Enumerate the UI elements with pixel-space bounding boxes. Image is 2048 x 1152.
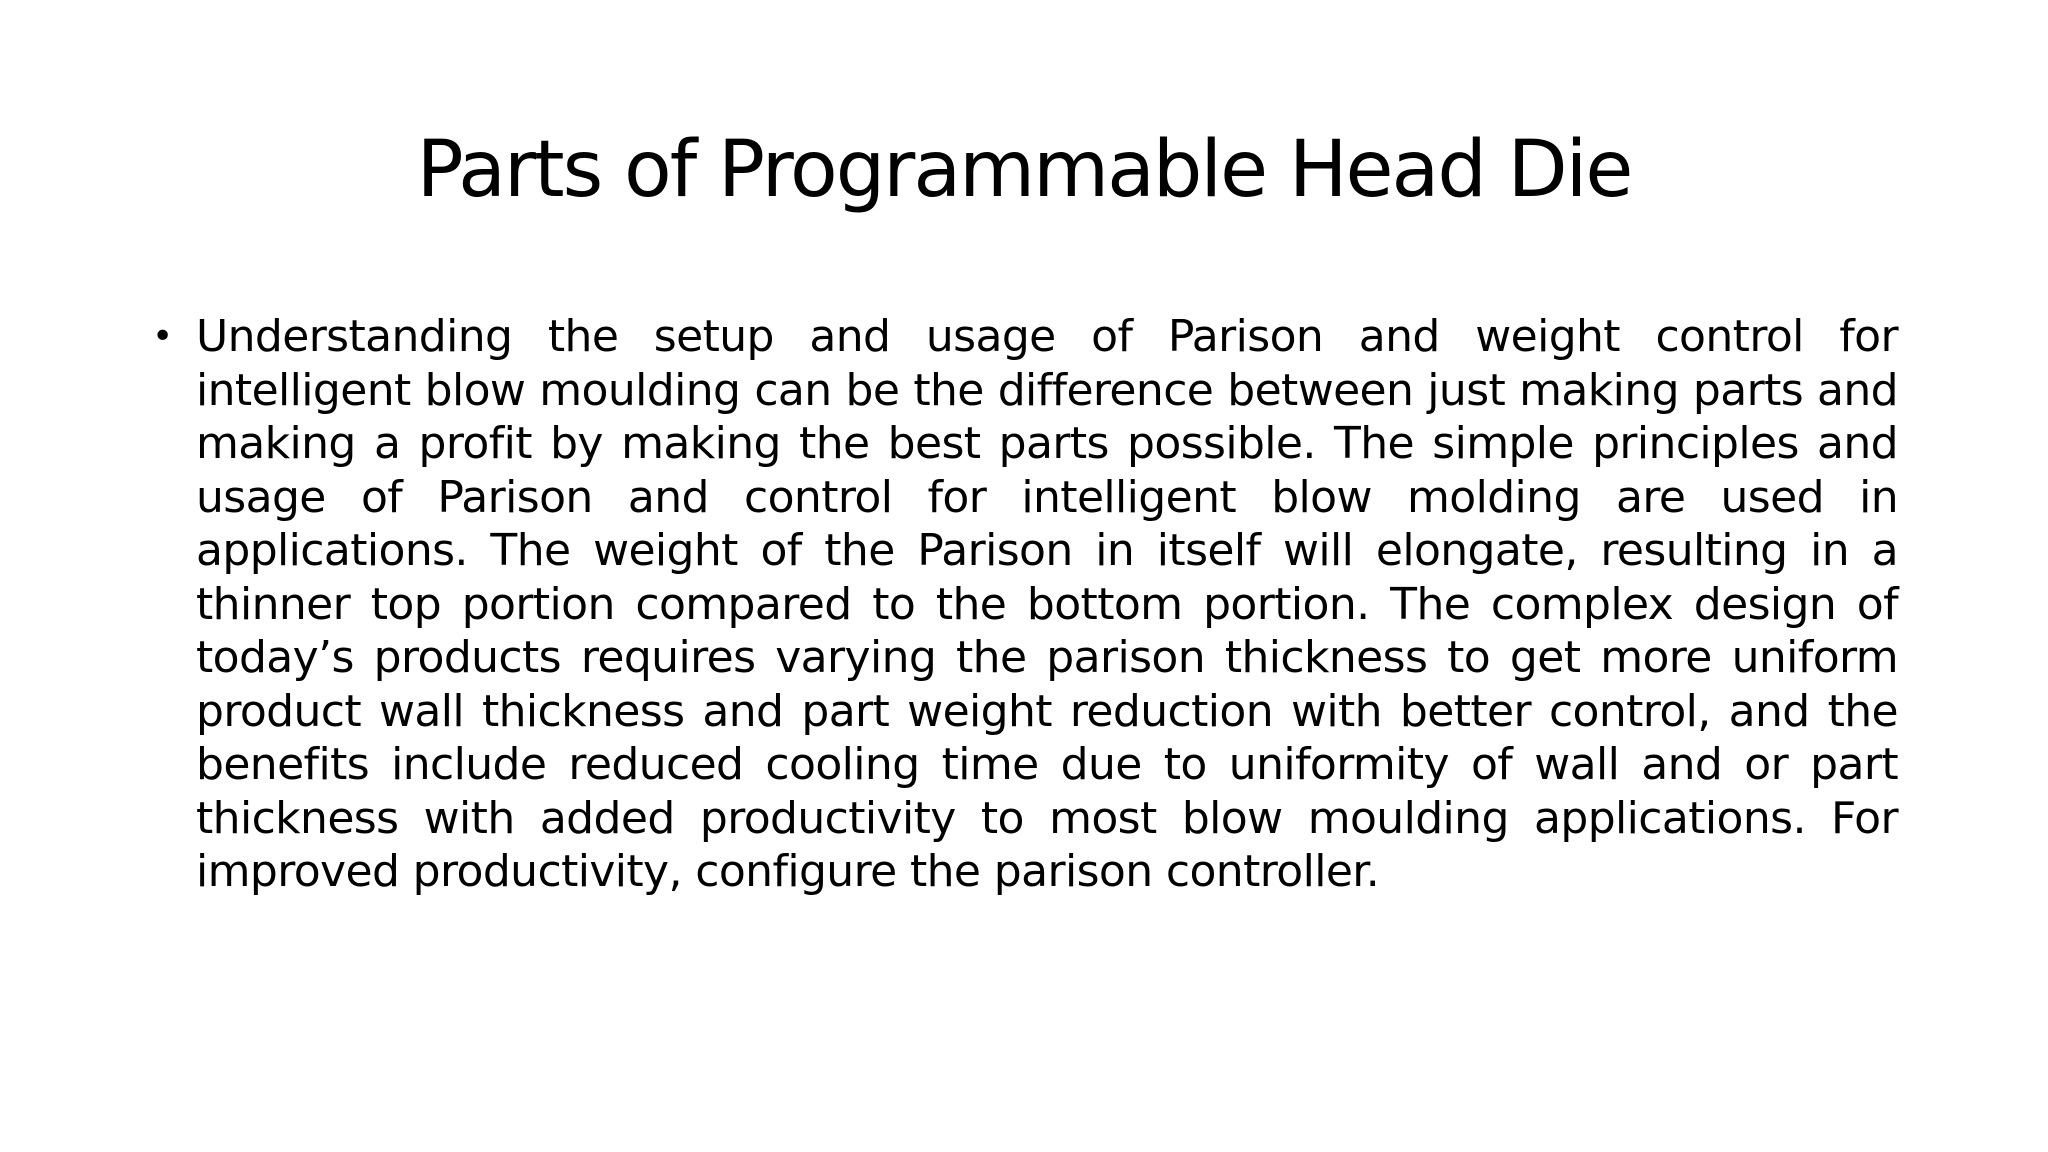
slide-title: Parts of Programmable Head Die [416,125,1632,215]
bullet-list [152,310,1898,899]
bullet-text: Understanding the setup and usage of Parison and weight control for intelligent blow moulding can be the difference between just making parts and making a profit by making the best parts possible. The simple principles and usage of Parison and control for intelligent blow molding are used in applications. The weight of the Parison in itself will elongate, resulting in a thinner top portion compared to the bottom portion. The complex design of today’s products requires varying the parison thickness to get more uniform product wall thickness and part weight reduction with better control, and the benefits include reduced cooling time due to uniformity of wall and or part thickness with added productivity to most blow moulding applications. For improved productivity, configure the parison controller. [196,311,1898,897]
bullet-item [152,310,1898,899]
bullet-marker: • [152,316,173,357]
